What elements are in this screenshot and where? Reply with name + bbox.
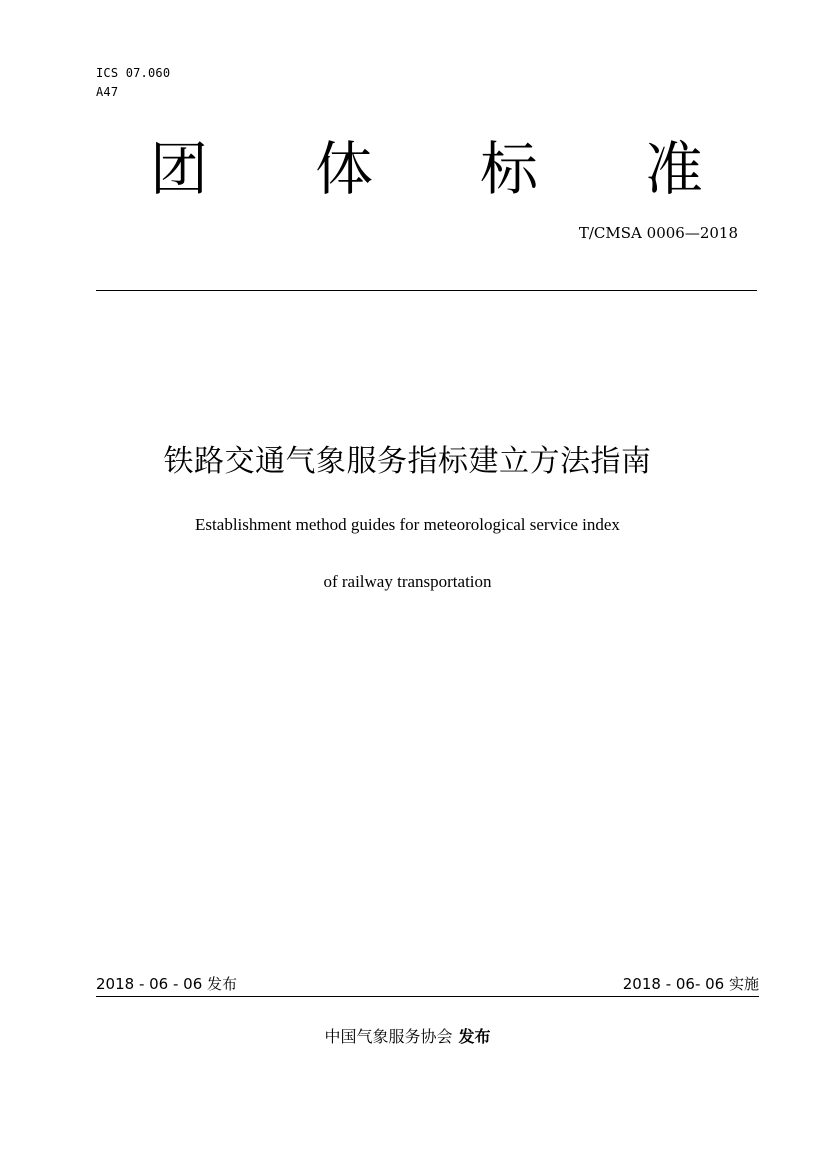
release-date: 2018 - 06 - 06 发布 <box>96 975 238 993</box>
publisher-line <box>0 1026 815 1048</box>
heading-char-1: 团 <box>150 135 209 203</box>
header-divider <box>96 290 757 291</box>
publisher-organization: 中国气象服务协会 <box>324 1027 453 1046</box>
document-title-en-line2: of railway transportation <box>323 572 492 591</box>
standard-type-heading <box>0 136 815 206</box>
heading-char-3: 标 <box>480 135 539 203</box>
ics-block <box>96 64 170 102</box>
heading-char-2: 体 <box>315 135 374 203</box>
heading-char-4: 准 <box>645 135 704 203</box>
standard-number: T/CMSA 0006—2018 <box>578 224 738 242</box>
classification-code: A47 <box>96 85 119 99</box>
document-title-en-line1: Establishment method guides for meteorological service index <box>195 515 620 534</box>
footer-divider <box>96 996 759 997</box>
implementation-date: 2018 - 06- 06 实施 <box>622 975 759 993</box>
date-row <box>96 974 759 998</box>
ics-code: ICS 07.060 <box>96 66 171 80</box>
publish-label: 发布 <box>458 1027 491 1046</box>
document-title-cn: 铁路交通气象服务指标建立方法指南 <box>163 444 652 479</box>
